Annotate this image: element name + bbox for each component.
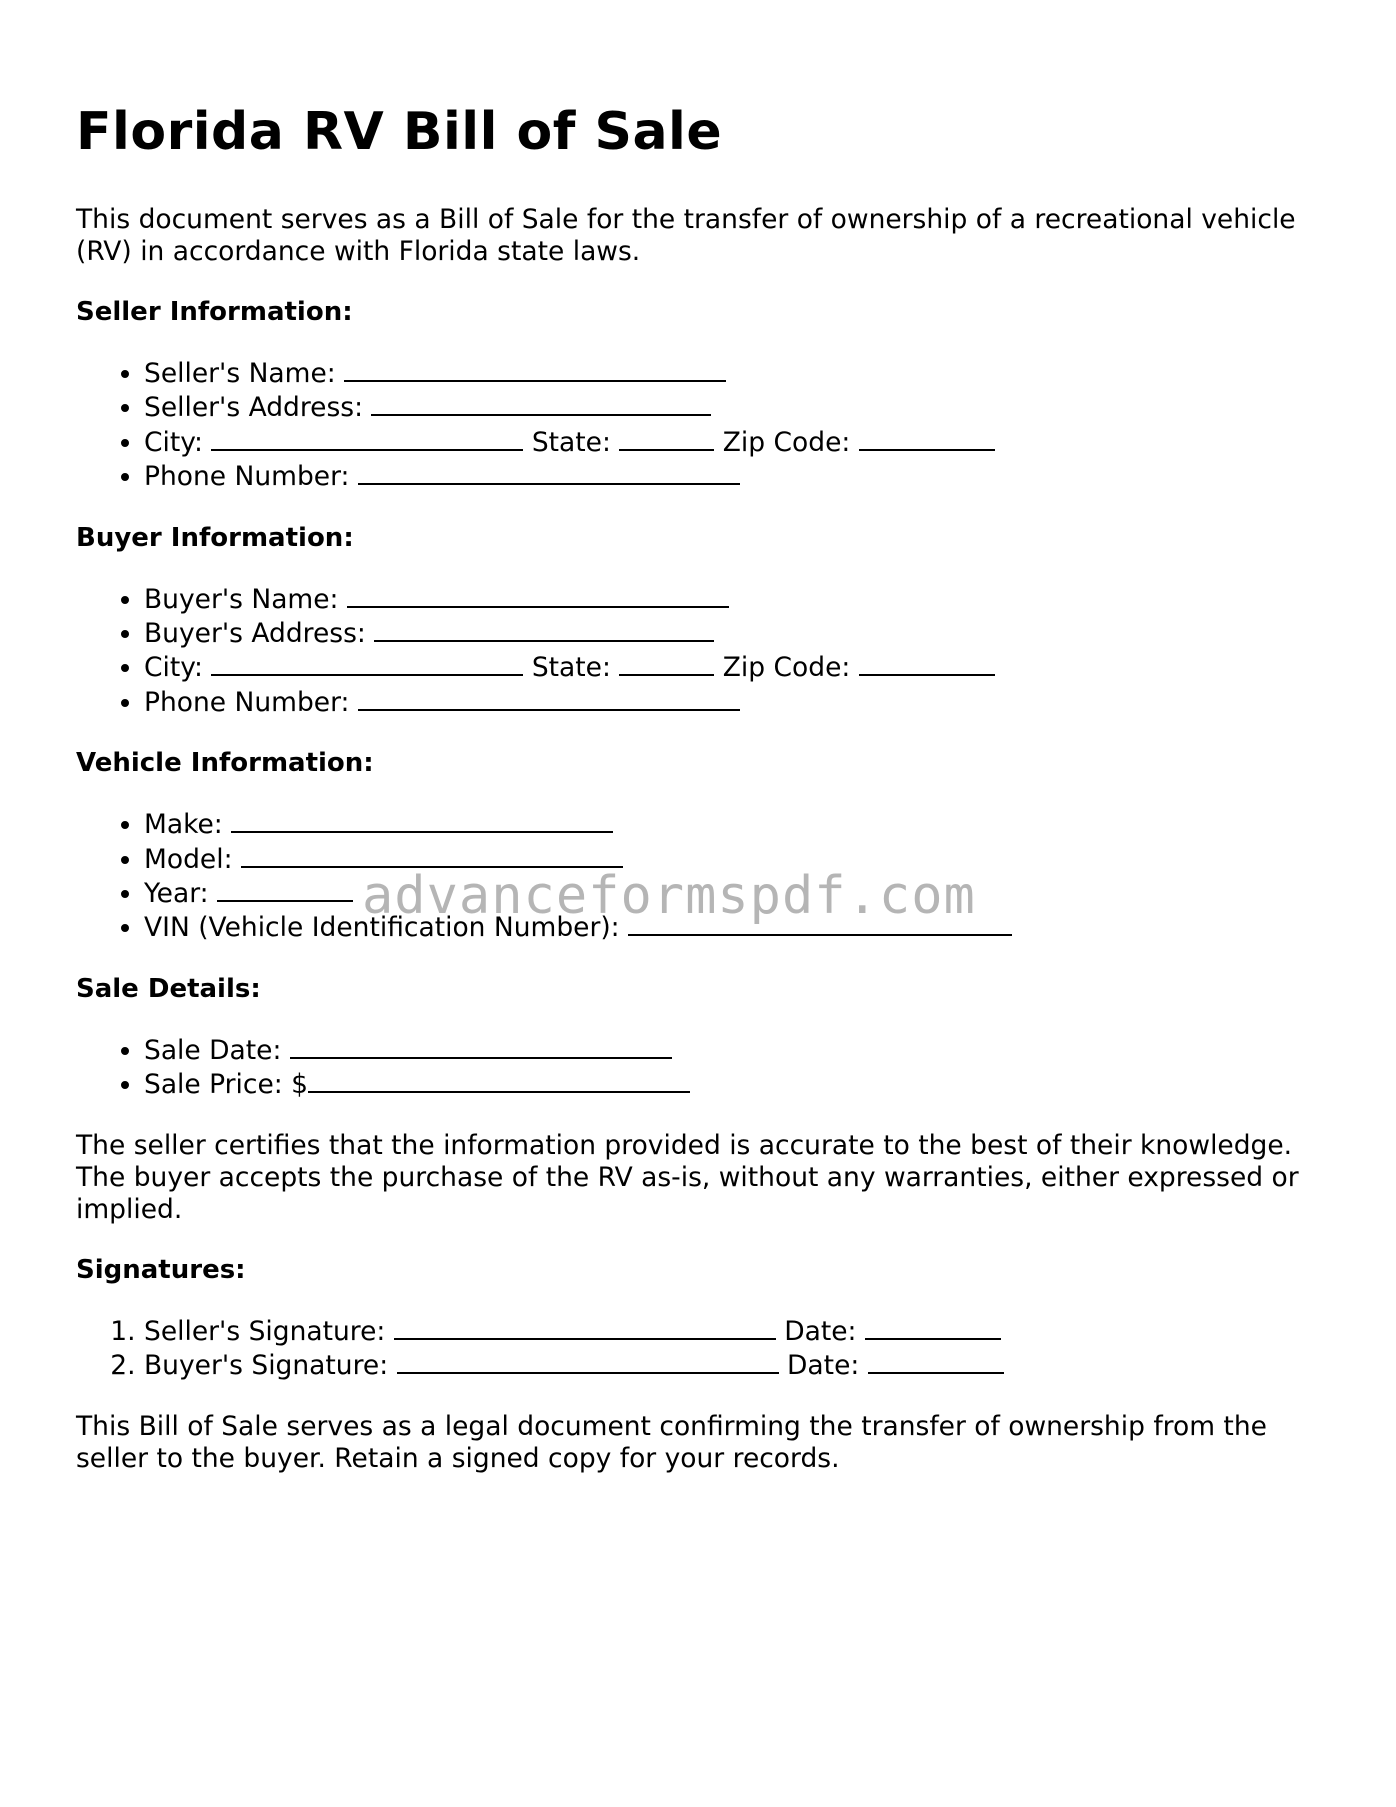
vehicle-vin-label: VIN (Vehicle Identification Number): (144, 912, 620, 944)
signatures-section-heading: Signatures: (76, 1254, 246, 1285)
seller-name-item (144, 356, 1326, 390)
buyer-phone-field[interactable] (358, 685, 740, 711)
buyer-name-item (144, 582, 1326, 616)
buyer-name-field[interactable] (347, 582, 729, 608)
seller-city-field[interactable] (211, 425, 523, 451)
closing-paragraph: This Bill of Sale serves as a legal document confirming the transfer of ownership from the seller to the buyer. Retain a signed copy for your records. (76, 1410, 1267, 1474)
seller-city-label: City: (144, 426, 203, 458)
buyer-address-field[interactable] (374, 616, 714, 642)
intro-paragraph: This document serves as a Bill of Sale for the transfer of ownership of a recreational vehicle (RV) in accordance with Florida state laws. (76, 204, 1296, 267)
buyer-zip-field[interactable] (859, 650, 995, 676)
sale-date-item (144, 1033, 1326, 1067)
vehicle-year-field[interactable] (217, 876, 353, 902)
buyer-state-field[interactable] (619, 650, 714, 676)
buyer-fields-list (76, 582, 1326, 720)
document-page (76, 96, 1326, 1503)
buyer-city-field[interactable] (211, 650, 523, 676)
buyer-zip-label: Zip Code: (722, 652, 851, 684)
buyer-signature-field[interactable] (397, 1348, 779, 1374)
sale-date-label: Sale Date: (144, 1034, 282, 1066)
vehicle-model-label: Model: (144, 843, 233, 875)
seller-address-label: Seller's Address: (144, 392, 364, 424)
seller-name-field[interactable] (344, 356, 726, 382)
buyer-address-item (144, 616, 1326, 650)
buyer-signature-item (144, 1348, 1326, 1382)
seller-signature-label: Seller's Signature: (144, 1315, 386, 1347)
vehicle-make-item (144, 807, 1326, 841)
sale-fields-list (76, 1033, 1326, 1102)
seller-phone-field[interactable] (358, 459, 740, 485)
buyer-signature-date-field[interactable] (868, 1348, 1004, 1374)
buyer-phone-label: Phone Number: (144, 686, 350, 718)
sale-price-label: Sale Price: $ (144, 1069, 309, 1101)
seller-zip-label: Zip Code: (722, 426, 851, 458)
buyer-section-heading: Buyer Information: (76, 522, 354, 553)
seller-section-heading: Seller Information: (76, 297, 353, 327)
seller-fields-list (76, 356, 1326, 494)
seller-signature-item (144, 1314, 1326, 1348)
buyer-phone-item (144, 685, 1326, 719)
sale-price-item (144, 1067, 1326, 1101)
buyer-address-label: Buyer's Address: (144, 618, 366, 650)
seller-address-item (144, 390, 1326, 424)
seller-name-label: Seller's Name: (144, 358, 336, 389)
buyer-signature-date-label: Date: (787, 1350, 860, 1382)
vehicle-model-field[interactable] (241, 842, 623, 868)
buyer-city-label: City: (144, 652, 203, 684)
sale-price-field[interactable] (308, 1067, 690, 1093)
seller-city-item (144, 425, 1326, 459)
vehicle-make-label: Make: (144, 809, 223, 841)
buyer-city-item (144, 650, 1326, 684)
seller-state-label: State: (531, 426, 611, 458)
vehicle-section-heading: Vehicle Information: (76, 748, 374, 779)
seller-phone-label: Phone Number: (144, 461, 350, 493)
seller-address-field[interactable] (371, 390, 711, 416)
document-title: Florida RV Bill of Sale (76, 102, 723, 162)
signatures-list (76, 1314, 1326, 1383)
vehicle-year-label: Year: (144, 878, 209, 910)
seller-signature-field[interactable] (394, 1314, 776, 1340)
vehicle-make-field[interactable] (231, 807, 613, 833)
buyer-state-label: State: (531, 652, 611, 684)
buyer-name-label: Buyer's Name: (144, 583, 339, 615)
seller-phone-item (144, 459, 1326, 493)
seller-signature-date-field[interactable] (865, 1314, 1001, 1340)
watermark: advanceformspdf.com (362, 866, 976, 926)
seller-state-field[interactable] (619, 425, 714, 451)
certification-paragraph: The seller certifies that the information provided is accurate to the best of their knowledge. The buyer accepts the purchase of the RV as-is, without any warranties, either expressed or implied. (76, 1129, 1299, 1225)
sale-section-heading: Sale Details: (76, 973, 261, 1004)
seller-signature-date-label: Date: (784, 1315, 857, 1347)
buyer-signature-label: Buyer's Signature: (144, 1350, 389, 1382)
seller-zip-field[interactable] (859, 425, 995, 451)
sale-date-field[interactable] (290, 1033, 672, 1059)
